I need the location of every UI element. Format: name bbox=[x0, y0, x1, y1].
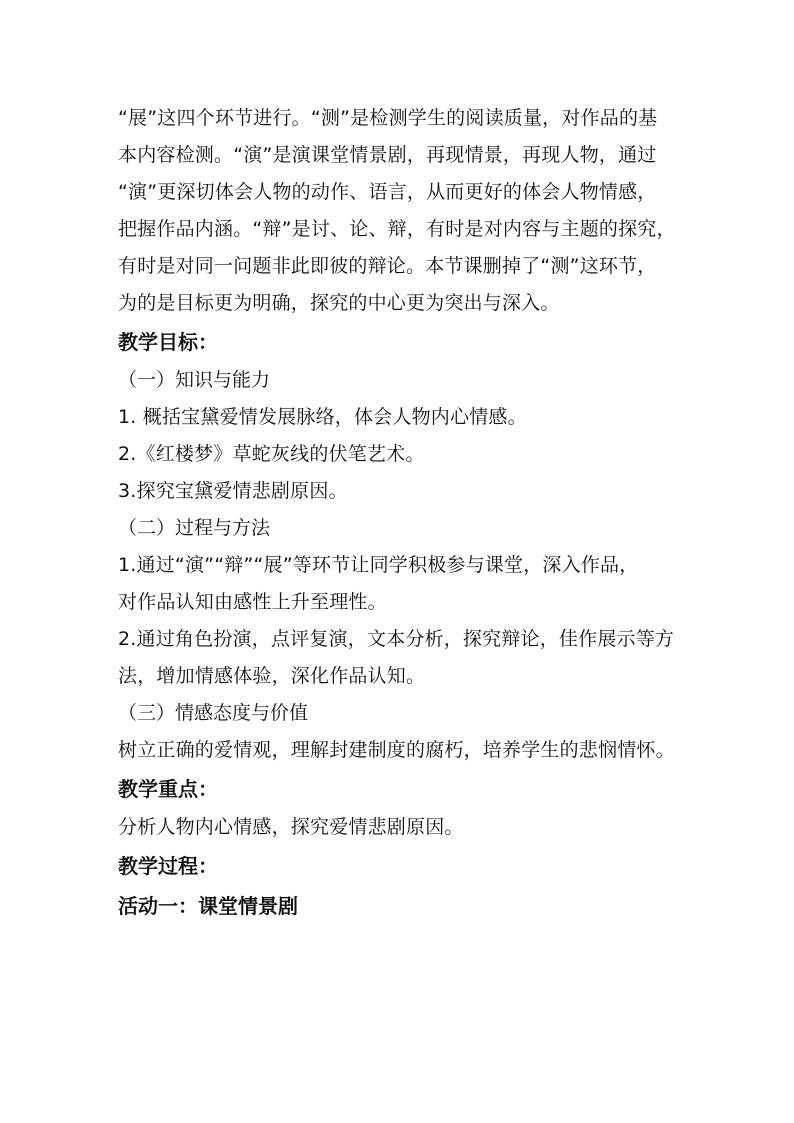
subsection-title: （二）过程与方法 bbox=[118, 517, 271, 539]
subsection-title: （一）知识与能力 bbox=[118, 369, 271, 391]
paragraph-line: 本内容检测。“演”是演课堂情景剧，再现情景，再现人物，通过 bbox=[118, 144, 657, 166]
paragraph-line: 树立正确的爱情观，理解封建制度的腐朽，培养学生的悲悯情怀。 bbox=[118, 739, 675, 761]
paragraph-line: 为的是目标更为明确，探究的中心更为突出与深入。 bbox=[118, 292, 560, 314]
paragraph-line: 有时是对同一问题非此即彼的辩论。本节课删掉了“测”这环节， bbox=[118, 255, 657, 277]
paragraph-line: “演”更深切体会人物的动作、语言，从而更好的体会人物情感， bbox=[118, 181, 657, 203]
list-item-line: 对作品认知由感性上升至理性。 bbox=[118, 591, 387, 613]
paragraph-line: “展”这四个环节进行。“测”是检测学生的阅读质量，对作品的基 bbox=[118, 107, 658, 129]
subsection-title: （三）情感态度与价值 bbox=[118, 702, 309, 724]
paragraph-line: 分析人物内心情感，探究爱情悲剧原因。 bbox=[118, 816, 464, 838]
intro-paragraph bbox=[118, 100, 698, 322]
list-item: 1. 概括宝黛爱情发展脉络，体会人物内心情感。 bbox=[118, 406, 527, 428]
list-item: 2.《红楼梦》草蛇灰线的伏笔艺术。 bbox=[118, 443, 425, 465]
section-heading-goals: 教学目标： bbox=[118, 330, 218, 354]
list-item-line: 1.通过“演”“辩”“展”等环节让同学积极参与课堂，深入作品， bbox=[118, 554, 639, 576]
document-page bbox=[118, 100, 698, 926]
paragraph-line: 把握作品内涵。“辩”是讨、论、辩，有时是对内容与主题的探究， bbox=[118, 218, 676, 240]
list-item-line: 法，增加情感体验，深化作品认知。 bbox=[118, 665, 426, 687]
list-item: 3.探究宝黛爱情悲剧原因。 bbox=[118, 480, 348, 502]
section-heading-process: 教学过程： bbox=[118, 854, 218, 878]
activity-title: 活动一：课堂情景剧 bbox=[118, 894, 298, 918]
section-heading-focus: 教学重点： bbox=[118, 777, 218, 801]
list-item-line: 2.通过角色扮演，点评复演，文本分析，探究辩论，佳作展示等方 bbox=[118, 628, 675, 650]
